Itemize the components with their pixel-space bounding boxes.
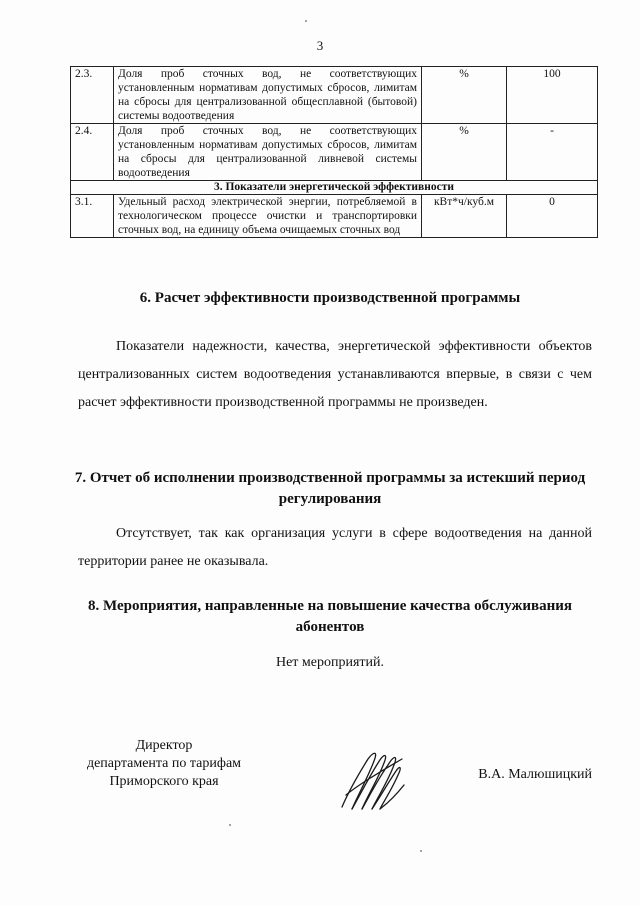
row-description: Доля проб сточных вод, не соответствующих установленным нормативам допустимых сбросов, лимитам на сбросы для централизованной ливневой системы водоотведения	[114, 124, 422, 181]
table-section-header	[71, 181, 598, 195]
section6-text: Показатели надежности, качества, энергетической эффективности объектов централизованных систем водоотведения устанавливаются впервые, в связи с чем расчет эффективности производственной программы не произведен.	[78, 339, 592, 410]
handwritten-signature	[338, 745, 408, 817]
row-value: 100	[507, 67, 598, 124]
speck	[305, 20, 307, 22]
page-number: 3	[316, 38, 324, 53]
row-number: 2.4.	[71, 124, 114, 181]
position-line: Приморского края	[109, 774, 219, 789]
section7-text: Отсутствует, так как организация услуги в сфере водоотведения на данной территории ранее не оказывала.	[78, 526, 592, 569]
section3-title: 3. Показатели энергетической эффективности	[71, 181, 598, 195]
row-unit: кВт*ч/куб.м	[422, 195, 507, 238]
speck	[229, 824, 231, 826]
row-value: 0	[507, 195, 598, 238]
position-line: Директор	[135, 738, 193, 753]
row-value: -	[507, 124, 598, 181]
row-number: 3.1.	[71, 195, 114, 238]
section8-text: Нет мероприятий.	[275, 655, 385, 670]
row-unit: %	[422, 124, 507, 181]
position-line: департамента по тарифам	[86, 756, 242, 771]
table-row	[71, 67, 598, 124]
table-row	[71, 124, 598, 181]
section8-title: 8. Мероприятия, направленные на повышение качества обслуживания абонентов	[87, 598, 572, 635]
signatory-name: В.А. Малюшицкий	[478, 767, 592, 782]
row-number: 2.3.	[71, 67, 114, 124]
row-description: Доля проб сточных вод, не соответствующих установленным нормативам допустимых сбросов, лимитам на сбросы для централизованной общесплавной (бытовой) системы водоотведения	[114, 67, 422, 124]
row-unit: %	[422, 67, 507, 124]
indicators-table	[70, 66, 598, 238]
row-description: Удельный расход электрической энергии, потребляемой в технологическом процессе очистки и транспортировки сточных вод, на единицу объема очищаемых сточных вод	[114, 195, 422, 238]
section6-title: 6. Расчет эффективности производственной программы	[139, 290, 521, 306]
signatory-position	[78, 737, 250, 791]
section7-title: 7. Отчет об исполнении производственной программы за истекший период регулирования	[74, 470, 586, 507]
speck	[420, 850, 422, 852]
table-row	[71, 195, 598, 238]
